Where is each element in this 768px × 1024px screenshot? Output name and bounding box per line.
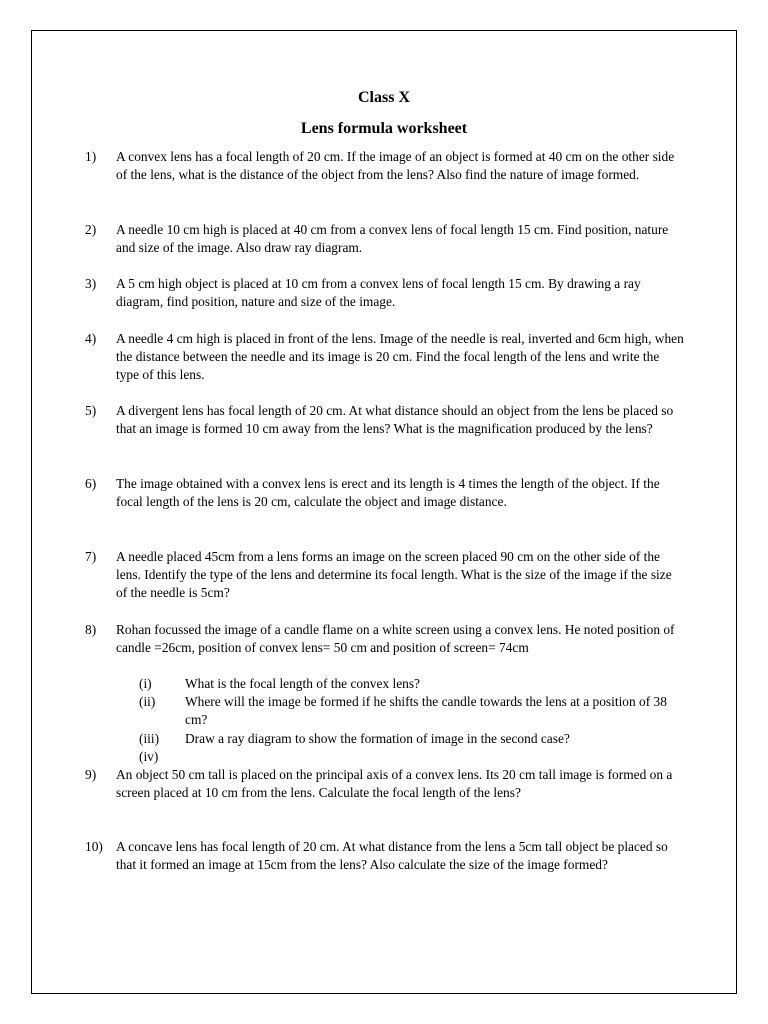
question-number: 3) bbox=[85, 276, 97, 291]
question-4 bbox=[85, 330, 685, 385]
question-8 bbox=[85, 621, 685, 657]
question-text: A convex lens has a focal length of 20 cm. If the image of an object is formed at 40 cm on the other side of the lens, what is the distance of the object from the lens? Also find the nature of image formed. bbox=[116, 149, 675, 183]
question-text: A concave lens has focal length of 20 cm. At what distance from the lens a 5cm tall object be placed so that it formed an image at 15cm from the lens? Also calculate the size of the image formed? bbox=[116, 839, 668, 873]
sub-question-i bbox=[85, 675, 685, 693]
question-text: Rohan focussed the image of a candle flame on a white screen using a convex lens. He noted position of candle =26cm, position of convex lens= 50 cm and position of screen= 74cm bbox=[116, 622, 675, 656]
question-text: A 5 cm high object is placed at 10 cm from a convex lens of focal length 15 cm. By drawing a ray diagram, find position, nature and size of the image. bbox=[116, 276, 641, 310]
question-number: 6) bbox=[85, 476, 97, 491]
sub-question-text: Where will the image be formed if he shifts the candle towards the lens at a position of 38 cm? bbox=[185, 694, 667, 728]
sub-question-iii bbox=[85, 730, 685, 748]
sub-question-text: What is the focal length of the convex lens? bbox=[185, 676, 420, 691]
question-text: A needle 10 cm high is placed at 40 cm from a convex lens of focal length 15 cm. Find position, nature and size of the image. Also draw ray diagram. bbox=[116, 222, 669, 256]
question-9 bbox=[85, 766, 685, 802]
sub-question-number: (i) bbox=[139, 676, 152, 691]
question-text: A needle 4 cm high is placed in front of the lens. Image of the needle is real, inverted and 6cm high, when the distance between the needle and its image is 20 cm. Find the focal length of the lens and write the type of this lens. bbox=[116, 331, 684, 383]
sub-question-text: Draw a ray diagram to show the formation of image in the second case? bbox=[185, 731, 570, 746]
question-number: 9) bbox=[85, 767, 97, 782]
question-number: 4) bbox=[85, 331, 97, 346]
question-10 bbox=[85, 838, 685, 874]
question-text: An object 50 cm tall is placed on the principal axis of a convex lens. Its 20 cm tall image is formed on a screen placed at 10 cm from the lens. Calculate the focal length of the lens? bbox=[116, 767, 673, 801]
question-number: 7) bbox=[85, 549, 97, 564]
question-6 bbox=[85, 475, 685, 511]
sub-question-number: (iv) bbox=[139, 749, 159, 764]
sub-question-ii bbox=[85, 693, 685, 729]
question-number: 8) bbox=[85, 622, 97, 637]
question-text: A divergent lens has focal length of 20 cm. At what distance should an object from the lens be placed so that an image is formed 10 cm away from the lens? What is the magnification produced by the lens? bbox=[116, 403, 674, 437]
worksheet-title: Lens formula worksheet bbox=[300, 120, 468, 137]
question-number: 5) bbox=[85, 403, 97, 418]
question-2 bbox=[85, 221, 685, 257]
question-7 bbox=[85, 548, 685, 603]
question-number: 2) bbox=[85, 222, 97, 237]
question-1 bbox=[85, 148, 685, 184]
sub-question-number: (iii) bbox=[139, 731, 160, 746]
question-text: The image obtained with a convex lens is erect and its length is 4 times the length of the object. If the focal length of the lens is 20 cm, calculate the object and image distance. bbox=[116, 476, 660, 510]
question-number: 1) bbox=[85, 149, 97, 164]
class-title: Class X bbox=[357, 89, 410, 106]
question-number: 10) bbox=[85, 839, 103, 854]
question-5 bbox=[85, 402, 685, 438]
sub-question-number: (ii) bbox=[139, 694, 156, 709]
question-text: A needle placed 45cm from a lens forms an image on the screen placed 90 cm on the other side of the lens. Identify the type of the lens and determine its focal length. What is the size of the image if the size of the needle is 5cm? bbox=[116, 549, 672, 601]
question-3 bbox=[85, 275, 685, 311]
